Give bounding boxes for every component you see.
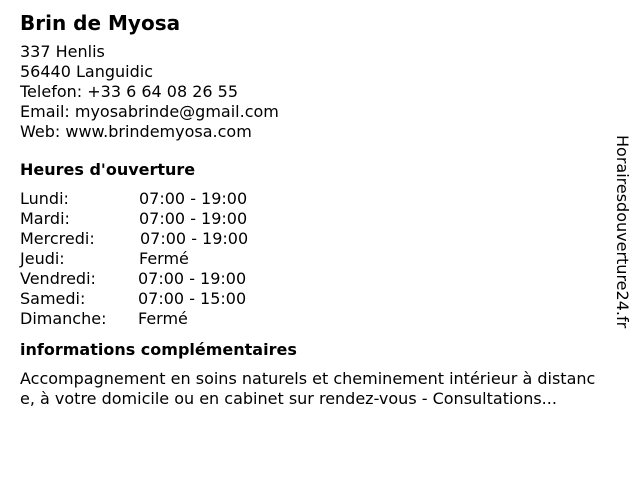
business-card [20, 10, 610, 409]
info-description: Accompagnement en soins naturels et cheminement intérieur à distance, à votre domicile ou en cabinet sur rendez-vous - Consultations... [20, 369, 596, 408]
hours-row-samedi [20, 289, 610, 309]
business-name: Brin de Myosa [20, 11, 181, 35]
time-value: Fermé [138, 309, 188, 328]
hours-row-lundi [20, 189, 610, 209]
day-label: Mercredi: [20, 229, 95, 248]
address-city: 56440 Languidic [20, 62, 153, 81]
info-heading: informations complémentaires [20, 340, 297, 359]
hours-heading: Heures d'ouverture [20, 160, 196, 179]
hours-row-mardi [20, 209, 610, 229]
day-label: Samedi: [20, 289, 86, 308]
time-value: 07:00 - 19:00 [140, 229, 249, 248]
hours-row-jeudi [20, 249, 610, 269]
day-label: Dimanche: [20, 309, 107, 328]
time-value: 07:00 - 19:00 [138, 269, 247, 288]
day-label: Lundi: [20, 189, 69, 208]
hours-row-mercredi [20, 229, 610, 249]
hours-row-dimanche [20, 309, 610, 329]
time-value: 07:00 - 15:00 [138, 289, 247, 308]
email-line: Email: myosabrinde@gmail.com [20, 102, 279, 121]
time-value: 07:00 - 19:00 [139, 189, 248, 208]
site-watermark: Horairesdouverture24.fr [613, 135, 632, 329]
hours-table [20, 189, 610, 329]
phone-line: Telefon: +33 6 64 08 26 55 [20, 82, 239, 101]
day-label: Jeudi: [20, 249, 65, 268]
time-value: Fermé [139, 249, 189, 268]
day-label: Vendredi: [20, 269, 96, 288]
day-label: Mardi: [20, 209, 70, 228]
time-value: 07:00 - 19:00 [139, 209, 248, 228]
web-line: Web: www.brindemyosa.com [20, 122, 252, 141]
address-street: 337 Henlis [20, 42, 105, 61]
hours-row-vendredi [20, 269, 610, 289]
